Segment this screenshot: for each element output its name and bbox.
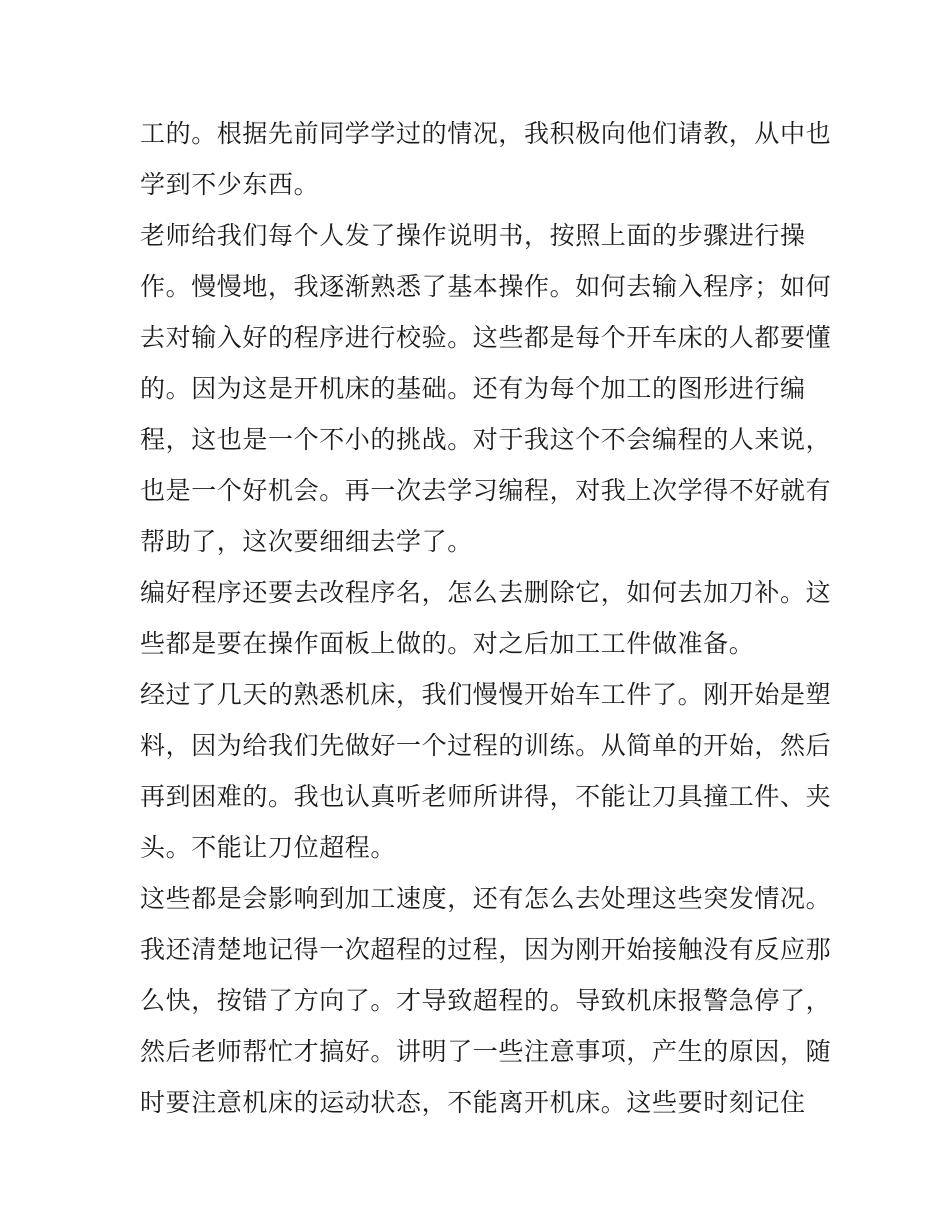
text-line: 程，这也是一个不小的挑战。对于我这个不会编程的人来说，	[140, 425, 832, 454]
text-line: 然后老师帮忙才搞好。讲明了一些注意事项，产生的原因，随	[140, 1037, 832, 1066]
text-line: 我还清楚地记得一次超程的过程，因为刚开始接触没有反应那	[140, 935, 832, 964]
text-line: 作。慢慢地，我逐渐熟悉了基本操作。如何去输入程序；如何	[140, 272, 832, 301]
text-line: 去对输入好的程序进行校验。这些都是每个开车床的人都要懂	[140, 323, 832, 352]
text-line: 再到困难的。我也认真听老师所讲得，不能让刀具撞工件、夹	[140, 782, 832, 811]
text-line: 学到不少东西。	[140, 170, 320, 199]
text-line: 老师给我们每个人发了操作说明书，按照上面的步骤进行操	[140, 221, 806, 250]
text-line: 么快，按错了方向了。才导致超程的。导致机床报警急停了，	[140, 986, 832, 1015]
text-line: 的。因为这是开机床的基础。还有为每个加工的图形进行编	[140, 374, 806, 403]
text-line: 些都是要在操作面板上做的。对之后加工工件做准备。	[140, 629, 755, 658]
text-line: 时要注意机床的运动状态，不能离开机床。这些要时刻记住	[140, 1088, 806, 1117]
text-line: 料，因为给我们先做好一个过程的训练。从简单的开始，然后	[140, 731, 832, 760]
text-line: 这些都是会影响到加工速度，还有怎么去处理这些突发情况。	[140, 884, 832, 913]
text-line: 编好程序还要去改程序名，怎么去删除它，如何去加刀补。这	[140, 578, 832, 607]
text-line: 帮助了，这次要细细去学了。	[140, 527, 473, 556]
text-line: 头。不能让刀位超程。	[140, 833, 397, 862]
text-line: 经过了几天的熟悉机床，我们慢慢开始车工件了。刚开始是塑	[140, 680, 832, 709]
text-line: 工的。根据先前同学学过的情况，我积极向他们请教，从中也	[140, 119, 832, 148]
document-body	[140, 108, 832, 1128]
text-line: 也是一个好机会。再一次去学习编程，对我上次学得不好就有	[140, 476, 832, 505]
